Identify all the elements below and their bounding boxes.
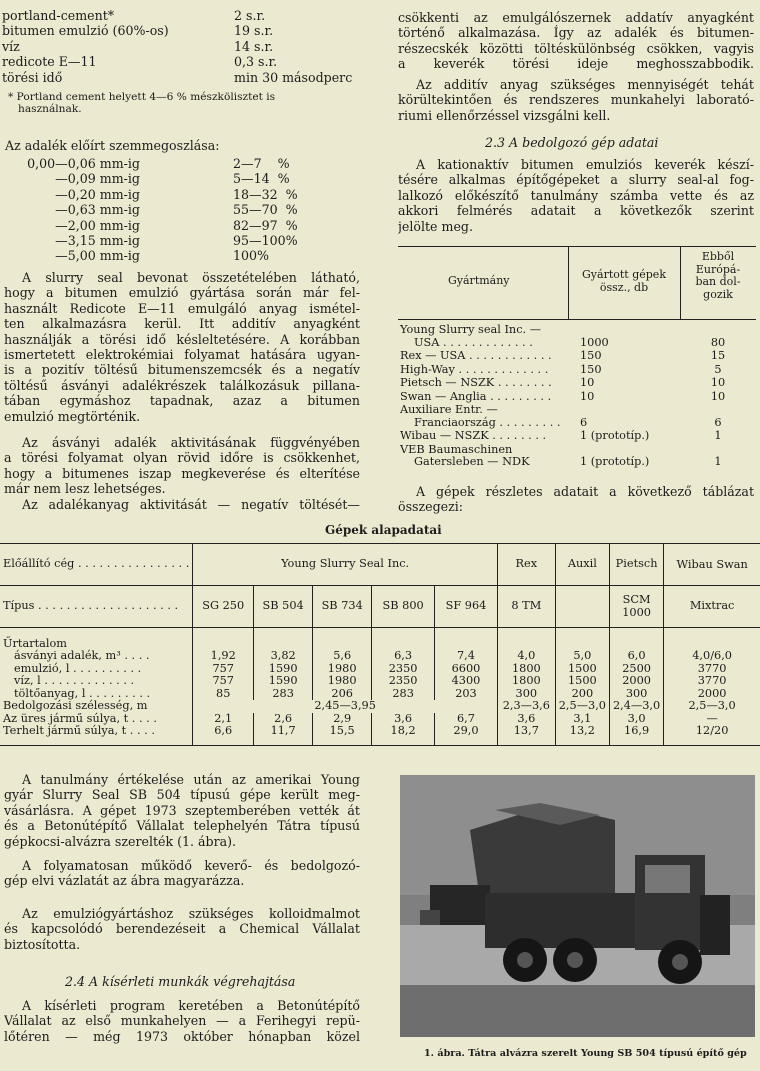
text-line: hogy a bitumenes iszap megkeverése és elterítése <box>4 465 360 481</box>
loaded-weight-cell: 18,2 <box>372 725 435 745</box>
manufacturer-row <box>398 404 756 429</box>
value-cell: 85 <box>193 688 254 701</box>
manufacturer-total: 1000 <box>580 335 609 349</box>
grading-range: —5,00 mm-ig <box>55 248 140 264</box>
spacer-cell <box>555 628 609 638</box>
text-line: jelölte meg. <box>398 218 473 234</box>
manufacturer-row <box>398 350 756 363</box>
recipe-row <box>2 39 364 54</box>
text-line: a keverék törési ideje meghosszabbodik. <box>398 56 754 72</box>
right-paragraph-2 <box>398 77 754 123</box>
maker-wibau-swan: Wibau Swan <box>664 544 760 586</box>
empty-weight-label: Az üres jármű súlya, t . . . . <box>3 711 157 725</box>
manufacturer-total: 150 <box>580 362 602 376</box>
recipe-row <box>2 23 364 38</box>
manufacturer-europe: 6 <box>714 415 722 429</box>
text-line: biztosította. <box>4 936 81 952</box>
header-line: gozik <box>703 287 733 301</box>
text-line: A kationaktív bitumen emulziós keverék készí- <box>416 157 754 172</box>
recipe-amount: min 30 másodperc <box>234 69 353 85</box>
text-line: gyár Slurry Seal SB 504 típusú gépe került meg- <box>4 787 360 803</box>
text-line: emulzió megtörténik. <box>4 408 141 424</box>
manufacturer-name <box>400 350 552 363</box>
mfr-col-header-europe <box>680 251 756 301</box>
spacer-cell <box>0 628 193 638</box>
text-line: lalkozó előkészítő tanulmány számba vette és az <box>398 187 754 203</box>
mfr-col-header-total <box>568 269 680 294</box>
empty-weight-cell: 2,9 <box>313 713 372 726</box>
value-cell: 5,0 <box>555 650 609 663</box>
manufacturer-name-line: Franciaország . . . . . . . . . <box>414 415 561 429</box>
recipe-row <box>2 8 364 23</box>
left-paragraph-1 <box>4 270 360 424</box>
text-line: használják a törési idő késleltetésére. A korábban <box>4 331 360 347</box>
type-row <box>0 586 760 628</box>
machines-table-title: Gépek alapadatai <box>325 523 442 537</box>
text-line: részecskék közötti töltéskülönbség csökken, vagyis <box>398 40 754 56</box>
value-cell: 1800 <box>497 663 555 676</box>
text-line: vásárlásra. A gépet 1973 szeptemberében vették át <box>4 802 360 818</box>
text-line: akkori felmérés adatait a következők szerint <box>398 203 754 219</box>
text-line: A slurry seal bevonat összetételében látható, <box>22 270 360 285</box>
text-line: riumi ellenőrzéssel vizsgálni kell. <box>398 107 611 123</box>
manufacturer-total: 6 <box>580 415 588 429</box>
loaded-weight-cell: 15,5 <box>313 725 372 745</box>
text-line: a törési folyamat olyan rövid időre is csökkenhet, <box>4 450 360 466</box>
value-cell: 200 <box>555 688 609 701</box>
recipe-row <box>2 54 364 69</box>
type-cell: Mixtrac <box>664 586 760 628</box>
manufacturer-row <box>398 391 756 404</box>
manufacturer-europe: 1 <box>714 429 722 442</box>
grading-row <box>5 202 305 217</box>
manufacturer-row <box>398 324 756 349</box>
manufacturer-name-line: Auxiliare Entr. — <box>400 403 498 416</box>
text-line: A kísérleti program keretében a Betonútépítő <box>22 998 360 1013</box>
grading-range: —0,63 mm-ig <box>55 202 140 218</box>
value-cell: 300 <box>497 688 555 701</box>
row-label: ásványi adalék, m³ . . . . <box>14 649 150 662</box>
value-cell: 4,0 <box>497 650 555 663</box>
manufacturer-europe: 15 <box>710 349 726 362</box>
value-cell: 283 <box>254 688 313 701</box>
value-cell: 3770 <box>664 663 760 676</box>
header-line: ban dol- <box>695 275 741 288</box>
machines-table <box>0 543 760 746</box>
text-line: és a Betonútépítő Vállalat telephelyén Tátra típusú <box>4 818 360 834</box>
grading-row <box>5 156 305 171</box>
spacer-cell <box>254 628 313 638</box>
grading-title: Az adalék előírt szemmegoszlása: <box>5 138 220 153</box>
spacer-cell <box>664 628 760 638</box>
text-line: hogy a bitumen emulzió gyártása során már fel- <box>4 285 360 301</box>
right-paragraph-3 <box>398 157 754 234</box>
manufacturer-name <box>400 377 552 390</box>
text-line: történő alkalmazása. Így az adalék és bitumen- <box>398 25 754 41</box>
manufacturer-name-line: USA . . . . . . . . . . . . . <box>414 335 533 349</box>
grading-percent: 2—7 % <box>233 156 290 171</box>
manufacturer-name-line: Wibau — NSZK . . . . . . . . <box>400 429 547 442</box>
value-cell: 206 <box>313 688 372 701</box>
grading-percent: 95—100% <box>233 232 298 248</box>
text-line: csökkenti az emulgálószernek addatív anyagként <box>398 10 754 25</box>
type-cell: SG 250 <box>193 586 254 628</box>
value-cell: 300 <box>609 688 663 701</box>
width-label: Bedolgozási szélesség, m <box>3 699 148 712</box>
value-cell: 2350 <box>372 675 435 688</box>
recipe-footnote <box>8 91 364 115</box>
recipe-item: portland-cement* <box>2 8 115 23</box>
manufacturer-name <box>400 444 530 469</box>
value-cell: 283 <box>372 688 435 701</box>
manufacturer-total: 1 (prototíp.) <box>580 455 650 468</box>
manufacturer-name-line: High-Way . . . . . . . . . . . . . <box>400 362 549 376</box>
width-cell: 2,4—3,0 <box>609 700 663 713</box>
manufacturer-europe: 80 <box>710 335 726 349</box>
loaded-weight-cell: 11,7 <box>254 725 313 745</box>
bottom-paragraph-4 <box>4 998 360 1044</box>
row-label: emulzió, l . . . . . . . . . . <box>14 661 142 675</box>
manufacturer-total: 10 <box>580 376 595 389</box>
manufacturer-name <box>400 430 546 443</box>
text-line: lőtéren — még 1973 október hónapban közel <box>4 1028 360 1044</box>
manufacturer-row <box>398 377 756 390</box>
value-cell: 203 <box>435 688 498 701</box>
text-line: gépkocsi-alvázra szerelték (1. ábra). <box>4 833 237 849</box>
grading-row <box>5 218 305 233</box>
manufacturer-row <box>398 364 756 377</box>
text-line: Az additív anyag szükséges mennyiségét tehát <box>416 77 754 92</box>
maker-row <box>0 544 760 586</box>
bottom-paragraph-1 <box>4 772 360 849</box>
value-cell: 757 <box>193 675 254 688</box>
type-cell: 8 TM <box>497 586 555 628</box>
manufacturer-name <box>400 364 548 377</box>
value-cell: 1500 <box>555 675 609 688</box>
value-cell: 3770 <box>664 675 760 688</box>
value-cell: 1590 <box>254 675 313 688</box>
recipe-item: víz <box>2 38 20 54</box>
manufacturer-europe: 10 <box>710 376 726 389</box>
type-cell: SB 734 <box>313 586 372 628</box>
capacity-row <box>0 675 760 688</box>
spacer-cell <box>372 628 435 638</box>
width-cell: 2,5—3,0 <box>664 700 760 713</box>
manufacturer-table <box>398 246 756 470</box>
loaded-weight-cell: 13,7 <box>497 725 555 745</box>
header-line: Ebből <box>701 250 735 263</box>
manufacturer-total: 10 <box>580 389 595 403</box>
figure-caption: 1. ábra. Tátra alvázra szerelt Young SB 504 típusú építő gép <box>424 1048 747 1059</box>
loaded-weight-row <box>0 725 760 745</box>
truck-illustration <box>400 775 755 1037</box>
value-cell: 2000 <box>609 675 663 688</box>
value-cell: 6,0 <box>609 650 663 663</box>
grading-range: —0,20 mm-ig <box>55 186 140 202</box>
recipe-list <box>2 8 364 115</box>
left-paragraph-2 <box>4 435 360 497</box>
type-label: Típus . . . . . . . . . . . . . . . . . . . . <box>3 599 179 613</box>
header-line: Gyártott gépek <box>582 268 666 281</box>
spacer-cell <box>435 628 498 638</box>
empty-weight-cell: 3,6 <box>497 713 555 726</box>
header-line: össz., db <box>599 280 649 294</box>
loaded-weight-cell: 6,6 <box>193 725 254 745</box>
spacer-cell <box>609 628 663 638</box>
text-line: A gépek részletes adatait a következő táblázat <box>416 484 754 499</box>
mfr-col-header-name: Gyártmány <box>448 274 510 287</box>
value-cell: 2350 <box>372 663 435 676</box>
grading-percent: 5—14 % <box>233 171 290 187</box>
manufacturer-europe: 10 <box>710 389 726 403</box>
loaded-weight-cell: 13,2 <box>555 725 609 745</box>
recipe-amount: 14 s.r. <box>234 38 274 54</box>
width-cell: 2,3—3,6 <box>497 700 555 713</box>
maker-pietsch: Pietsch <box>609 544 663 586</box>
spacer-cell <box>193 628 254 638</box>
loaded-weight-label: Terhelt jármű súlya, t . . . . <box>3 724 155 737</box>
manufacturer-total: 1 (prototíp.) <box>580 429 650 442</box>
value-cell: 4,0/6,0 <box>664 650 760 663</box>
value-cell: 1,92 <box>193 650 254 663</box>
value-cell: 4300 <box>435 675 498 688</box>
text-line: ismertetett elektrokémiai folyamat hatására ugyan- <box>4 346 360 362</box>
text-line: összegezi: <box>398 499 464 515</box>
text-line: tésére alkalmas építőgépeket a slurry seal-al fog- <box>398 172 754 188</box>
grading-percent: 55—70 % <box>233 202 298 218</box>
text-line: Az emulziógyártáshoz szükséges kolloidmalmot <box>22 906 360 921</box>
maker-label: Előállító cég . . . . . . . . . . . . . . . . <box>3 557 190 571</box>
value-cell: 757 <box>193 663 254 676</box>
loaded-weight-cell: 16,9 <box>609 725 663 745</box>
spacer-row <box>0 628 760 638</box>
recipe-row <box>2 70 364 85</box>
recipe-amount: 19 s.r. <box>234 23 274 39</box>
manufacturer-total: 150 <box>580 349 602 362</box>
text-line: Az ásványi adalék aktivitásának függvényében <box>22 435 360 450</box>
value-cell: 1980 <box>313 675 372 688</box>
text-line: Vállalat az első munkahelyen — a Ferihegyi repü- <box>4 1013 360 1029</box>
manufacturer-row <box>398 444 756 469</box>
grading-percent: 100% <box>233 248 270 264</box>
type-cell: SF 964 <box>435 586 498 628</box>
grading-percent: 18—32 % <box>233 186 298 202</box>
left-paragraph-3 <box>4 497 360 512</box>
manufacturer-name-line: Swan — Anglia . . . . . . . . . <box>400 389 552 403</box>
right-paragraph-4 <box>398 484 754 515</box>
manufacturer-name-line: Gatersleben — NDK <box>414 455 530 468</box>
text-line: tában egymáshoz tapadnak, azaz a bitumen <box>4 393 360 409</box>
header-line: Európá- <box>695 262 741 276</box>
grading-row <box>5 187 305 202</box>
capacity-row <box>0 650 760 663</box>
manufacturer-name-line: Young Slurry seal Inc. — <box>400 323 542 336</box>
value-cell: 3,82 <box>254 650 313 663</box>
empty-weight-cell: 3,0 <box>609 713 663 726</box>
empty-weight-cell: 6,7 <box>435 713 498 726</box>
maker-young: Young Slurry Seal Inc. <box>193 544 498 586</box>
manufacturer-europe: 1 <box>714 455 722 468</box>
value-cell: 6600 <box>435 663 498 676</box>
width-cell: 2,5—3,0 <box>555 700 609 713</box>
value-cell: 5,6 <box>313 650 372 663</box>
grading-row <box>5 171 305 186</box>
grading-range: —0,09 mm-ig <box>55 171 140 187</box>
recipe-item: bitumen emulzió (60%-os) <box>2 23 169 39</box>
spacer-cell <box>313 628 372 638</box>
grading-row <box>5 233 305 248</box>
empty-weight-cell: — <box>664 713 760 726</box>
grading-range: —3,15 mm-ig <box>55 232 140 248</box>
grading-list <box>5 156 305 264</box>
bottom-paragraph-2 <box>4 858 360 889</box>
type-cell: SCM 1000 <box>609 586 663 628</box>
text-line: is a pozitív töltésű bitumenszemcsék és a negatív <box>4 362 360 378</box>
capacity-label: Űrtartalom <box>3 636 67 650</box>
recipe-item: törési idő <box>2 69 63 85</box>
row-label: víz, l . . . . . . . . . . . . . <box>14 674 135 687</box>
manufacturer-name <box>400 391 551 404</box>
row-label: töltőanyag, l . . . . . . . . . <box>14 686 151 700</box>
text-line: körültekintően és rendszeres munkahelyi laborató- <box>398 92 754 108</box>
value-cell: 7,4 <box>435 650 498 663</box>
width-row <box>0 700 760 713</box>
type-cell: SB 504 <box>254 586 313 628</box>
text-line: használt Redicote E—11 emulgáló anyag ismétel- <box>4 300 360 316</box>
empty-weight-cell: 2,1 <box>193 713 254 726</box>
section-2-4-title: 2.4 A kísérleti munkák végrehajtása <box>65 974 296 989</box>
grading-range: —2,00 mm-ig <box>55 217 140 233</box>
type-cell: SB 800 <box>372 586 435 628</box>
maker-auxil: Auxil <box>555 544 609 586</box>
empty-weight-cell: 3,6 <box>372 713 435 726</box>
manufacturer-name <box>400 324 541 349</box>
manufacturer-europe: 5 <box>714 362 722 376</box>
section-2-3-title: 2.3 A bedolgozó gép adatai <box>485 135 659 150</box>
value-cell: 1800 <box>497 675 555 688</box>
value-cell: 1500 <box>555 663 609 676</box>
figure-photo <box>400 775 755 1037</box>
recipe-item: redicote E—11 <box>2 54 97 70</box>
footnote-line: * Portland cement helyett 4—6 % mészkölisztet is <box>8 90 276 103</box>
bottom-paragraph-3 <box>4 906 360 952</box>
text-line: töltésű ásványi adalékrészek találkozásuk pillana- <box>4 377 360 393</box>
loaded-weight-cell: 29,0 <box>435 725 498 745</box>
value-cell: 1590 <box>254 663 313 676</box>
empty-weight-cell: 2,6 <box>254 713 313 726</box>
right-paragraph-1 <box>398 10 754 72</box>
grading-percent: 82—97 % <box>233 217 298 233</box>
manufacturer-name-line: VEB Baumaschinen <box>400 442 513 456</box>
recipe-amount: 0,3 s.r. <box>234 54 278 70</box>
manufacturer-name-line: Rex — USA . . . . . . . . . . . . <box>400 349 552 362</box>
empty-weight-cell: 3,1 <box>555 713 609 726</box>
value-cell: 2000 <box>664 688 760 701</box>
recipe-amount: 2 s.r. <box>234 8 266 23</box>
spacer-cell <box>497 628 555 638</box>
width-young: 2,45—3,95 <box>193 700 498 713</box>
text-line: már nem lesz lehetséges. <box>4 481 166 497</box>
text-line: A folyamatosan működő keverő- és bedolgozó- <box>22 858 360 873</box>
manufacturer-row <box>398 430 756 443</box>
manufacturer-name-line: Pietsch — NSZK . . . . . . . . <box>400 376 552 389</box>
text-line: Az adalékanyag aktivitását — negatív töltését— <box>22 497 360 512</box>
manufacturer-name <box>400 404 560 429</box>
text-line: A tanulmány értékelése után az amerikai Young <box>22 772 360 787</box>
footnote-line: használnak. <box>18 102 82 115</box>
type-cell <box>555 586 609 628</box>
grading-row <box>5 248 305 263</box>
text-line: gép elvi vázlatát az ábra magyarázza. <box>4 873 245 889</box>
value-cell: 1980 <box>313 663 372 676</box>
loaded-weight-cell: 12/20 <box>664 725 760 745</box>
value-cell: 6,3 <box>372 650 435 663</box>
grading-range: 0,00—0,06 mm-ig <box>27 156 140 171</box>
text-line: és kapcsolódó berendezéseit a Chemical Vállalat <box>4 921 360 937</box>
text-line: ten alkalmazásra kerül. Itt additív anyagként <box>4 316 360 332</box>
maker-rex: Rex <box>497 544 555 586</box>
value-cell: 2500 <box>609 663 663 676</box>
